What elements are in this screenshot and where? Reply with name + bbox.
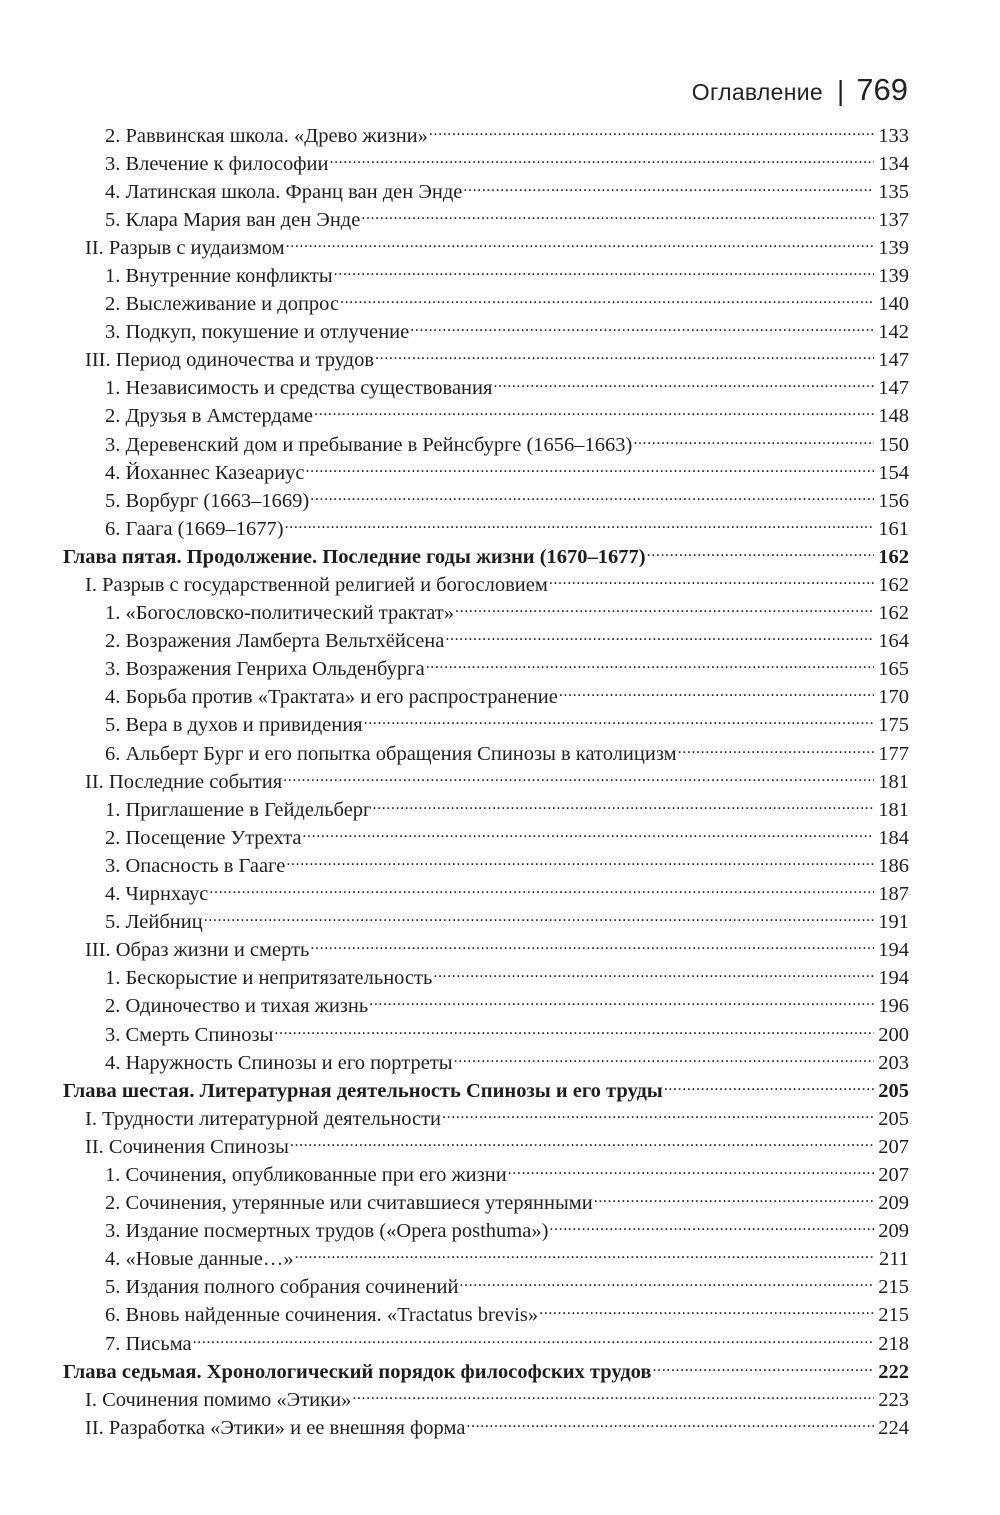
toc-entry-page: 222 (878, 1360, 909, 1383)
dot-leader (653, 1357, 875, 1378)
dot-leader (372, 795, 874, 816)
toc-entry-page: 154 (878, 461, 909, 484)
toc-entry-page: 165 (878, 658, 909, 681)
toc-entry-title: 2. Выслеживание и допрос (105, 293, 340, 316)
toc-entry-page: 186 (878, 854, 909, 877)
toc-chapter-entry (63, 1357, 909, 1385)
toc-entry-page: 211 (879, 1248, 909, 1271)
toc-entry-page: 142 (878, 321, 909, 344)
dot-leader (283, 767, 874, 788)
toc-entry-page: 194 (878, 939, 909, 962)
toc-entry-page: 156 (878, 489, 909, 512)
toc-entry-page: 139 (878, 264, 909, 287)
toc-subsection-entry (63, 149, 909, 177)
dot-leader (209, 880, 874, 901)
toc-entry-page: 200 (878, 1023, 909, 1046)
dot-leader (352, 1385, 874, 1406)
dot-leader (647, 542, 874, 563)
toc-entry-title: I. Трудности литературной деятельности (85, 1107, 442, 1130)
toc-entry-title: 2. Друзья в Амстердаме (105, 405, 314, 428)
dot-leader (364, 711, 874, 732)
dot-leader (274, 1020, 874, 1041)
dot-leader (361, 205, 874, 226)
toc-section-entry (63, 936, 909, 964)
toc-entry-title: 2. Посещение Утрехта (105, 826, 302, 849)
dot-leader (375, 346, 874, 367)
toc-subsection-entry (63, 261, 909, 289)
toc-subsection-entry (63, 880, 909, 908)
dot-leader (433, 964, 874, 985)
dot-leader (314, 402, 874, 423)
toc-entry-page: 162 (878, 545, 909, 568)
toc-entry-page: 175 (878, 714, 909, 737)
toc-entry-page: 148 (878, 405, 909, 428)
dot-leader (559, 683, 874, 704)
toc-subsection-entry (63, 514, 909, 542)
toc-subsection-entry (63, 458, 909, 486)
dot-leader (678, 739, 874, 760)
dot-leader (329, 149, 874, 170)
toc-entry-title: 5. Лейбниц (105, 911, 203, 934)
toc-subsection-entry (63, 908, 909, 936)
toc-subsection-entry (63, 318, 909, 346)
toc-entry-page: 147 (878, 377, 909, 400)
toc-section-entry (63, 571, 909, 599)
dot-leader (594, 1189, 874, 1210)
toc-entry-title: 3. Деревенский дом и пребывание в Рейнсбурге (1656–1663) (105, 433, 633, 456)
dot-leader (340, 290, 874, 311)
toc-entry-page: 140 (878, 293, 909, 316)
dot-leader (459, 1273, 874, 1294)
dot-leader (302, 823, 874, 844)
toc-entry-page: 150 (878, 433, 909, 456)
toc-section-entry (63, 1385, 909, 1413)
toc-subsection-entry (63, 1217, 909, 1245)
toc-entry-page: 135 (878, 180, 909, 203)
toc-section-entry (63, 233, 909, 261)
toc-subsection-entry (63, 402, 909, 430)
toc-subsection-entry (63, 992, 909, 1020)
toc-subsection-entry (63, 1301, 909, 1329)
toc-subsection-entry (63, 1048, 909, 1076)
dot-leader (463, 177, 874, 198)
toc-entry-page: 203 (878, 1051, 909, 1074)
toc-subsection-entry (63, 823, 909, 851)
toc-entry-title: 2. Раввинская школа. «Древо жизни» (105, 124, 428, 147)
toc-section-entry (63, 1104, 909, 1132)
toc-entry-title: 4. Наружность Спинозы и его портреты (105, 1051, 453, 1074)
toc-subsection-entry (63, 1329, 909, 1357)
toc-subsection-entry (63, 205, 909, 233)
toc-entry-page: 224 (878, 1416, 909, 1439)
dot-leader (493, 374, 874, 395)
toc-entry-title: 1. Приглашение в Гейдельберг (105, 798, 372, 821)
toc-entry-page: 161 (878, 517, 909, 540)
dot-leader (204, 908, 874, 929)
toc-entry-page: 209 (878, 1220, 909, 1243)
toc-entry-page: 218 (878, 1332, 909, 1355)
toc-entry-title: Глава шестая. Литературная деятельность Спинозы и его труды (63, 1079, 663, 1102)
toc-entry-title: 1. «Богословско-политический трактат» (105, 602, 455, 625)
dot-leader (410, 318, 874, 339)
dot-leader (306, 458, 874, 479)
toc-entry-page: 181 (878, 770, 909, 793)
toc-subsection-entry (63, 1245, 909, 1273)
dot-leader (539, 1301, 874, 1322)
toc-entry-page: 164 (878, 630, 909, 653)
toc-entry-page: 205 (878, 1079, 909, 1102)
toc-entry-title: 6. Гаага (1669–1677) (105, 517, 284, 540)
toc-subsection-entry (63, 1020, 909, 1048)
toc-entry-title: 5. Вера в духов и привидения (105, 714, 363, 737)
toc-entry-page: 170 (878, 686, 909, 709)
toc-subsection-entry (63, 290, 909, 318)
dot-leader (286, 233, 874, 254)
toc-entry-title: 6. Альберт Бург и его попытка обращения Спинозы в католицизм (105, 742, 677, 765)
toc-entry-title: 4. Йоханнес Казеариус (105, 461, 305, 484)
toc-entry-title: 3. Подкуп, покушение и отлучение (105, 321, 410, 344)
toc-entry-title: II. Разработка «Этики» и ее внешняя форма (85, 1416, 466, 1439)
toc-subsection-entry (63, 1273, 909, 1301)
toc-entry-title: 3. Влечение к философии (105, 152, 329, 175)
toc-entry-page: 187 (878, 883, 909, 906)
toc-subsection-entry (63, 711, 909, 739)
toc-subsection-entry (63, 430, 909, 458)
dot-leader (549, 1217, 874, 1238)
toc-entry-title: 2. Возражения Ламберта Вельтхёйсена (105, 630, 445, 653)
toc-entry-page: 139 (878, 236, 909, 259)
toc-entry-page: 207 (878, 1163, 909, 1186)
toc-entry-page: 207 (878, 1135, 909, 1158)
toc-entry-title: 6. Вновь найденные сочинения. «Tractatus brevis» (105, 1304, 539, 1327)
toc-entry-page: 209 (878, 1192, 909, 1215)
dot-leader (664, 1076, 874, 1097)
dot-leader (549, 571, 874, 592)
toc-entry-page: 162 (878, 602, 909, 625)
toc-entry-title: 4. Латинская школа. Франц ван ден Энде (105, 180, 463, 203)
toc-section-entry (63, 1132, 909, 1160)
toc-entry-title: 3. Опасность в Гааге (105, 854, 286, 877)
dot-leader (290, 1132, 874, 1153)
toc-entry-title: 3. Возражения Генриха Ольденбурга (105, 658, 425, 681)
toc-entry-page: 215 (878, 1276, 909, 1299)
toc-entry-title: III. Образ жизни и смерть (85, 939, 310, 962)
toc-entry-page: 181 (878, 798, 909, 821)
toc-entry-page: 133 (878, 124, 909, 147)
toc-entry-title: 4. Чирнхаус (105, 883, 209, 906)
toc-chapter-entry (63, 542, 909, 570)
dot-leader (455, 599, 874, 620)
toc-entry-title: 2. Сочинения, утерянные или считавшиеся утерянными (105, 1192, 593, 1215)
dot-leader (429, 121, 874, 142)
dot-leader (286, 851, 874, 872)
toc-subsection-entry (63, 739, 909, 767)
running-head (692, 72, 908, 108)
toc-entry-title: Глава пятая. Продолжение. Последние годы жизни (1670–1677) (63, 545, 646, 568)
toc-subsection-entry (63, 599, 909, 627)
toc-entry-title: I. Разрыв с государственной религией и богословием (85, 574, 548, 596)
toc-entry-title: 1. Внутренние конфликты (105, 264, 333, 287)
dot-leader (633, 430, 874, 451)
toc-entry-page: 196 (878, 995, 909, 1018)
dot-leader (442, 1104, 874, 1125)
toc-entry-page: 223 (878, 1388, 909, 1411)
toc-entry-title: 7. Письма (105, 1332, 192, 1355)
toc-entry-title: III. Период одиночества и трудов (85, 349, 375, 372)
running-head-separator: | (836, 75, 845, 106)
dot-leader (454, 1048, 874, 1069)
toc-entry-page: 205 (878, 1107, 909, 1130)
toc-entry-page: 147 (878, 349, 909, 372)
dot-leader (369, 992, 874, 1013)
toc-subsection-entry (63, 683, 909, 711)
toc-entry-title: 3. Смерть Спинозы (105, 1023, 274, 1046)
toc-entry-title: 1. Независимость и средства существования (105, 377, 493, 400)
toc-entry-title: II. Последние события (85, 770, 283, 793)
toc-entry-page: 215 (878, 1304, 909, 1327)
toc-entry-page: 137 (878, 208, 909, 231)
toc-entry-page: 184 (878, 826, 909, 849)
toc-chapter-entry (63, 1076, 909, 1104)
table-of-contents (63, 121, 909, 1441)
toc-entry-title: 5. Ворбург (1663–1669) (105, 489, 310, 512)
toc-subsection-entry (63, 655, 909, 683)
dot-leader (445, 627, 874, 648)
toc-entry-title: 5. Издания полного собрания сочинений (105, 1276, 459, 1299)
toc-entry-title: 1. Бескорыстие и непритязательность (105, 967, 433, 990)
toc-subsection-entry (63, 1160, 909, 1188)
toc-entry-title: Глава седьмая. Хронологический порядок философских трудов (63, 1360, 652, 1383)
toc-entry-title: 4. «Новые данные…» (105, 1248, 294, 1271)
toc-entry-page: 194 (878, 967, 909, 990)
toc-entry-title: 5. Клара Мария ван ден Энде (105, 208, 361, 231)
dot-leader (193, 1329, 874, 1350)
dot-leader (334, 261, 874, 282)
dot-leader (310, 486, 874, 507)
dot-leader (466, 1413, 874, 1434)
toc-entry-title: II. Сочинения Спинозы (85, 1135, 289, 1158)
toc-subsection-entry (63, 374, 909, 402)
toc-subsection-entry (63, 627, 909, 655)
toc-entry-title: 2. Одиночество и тихая жизнь (105, 995, 369, 1018)
toc-entry-page: 134 (878, 152, 909, 175)
toc-entry-title: 3. Издание посмертных трудов («Opera posthuma») (105, 1220, 549, 1243)
dot-leader (285, 514, 874, 535)
toc-subsection-entry (63, 177, 909, 205)
toc-subsection-entry (63, 851, 909, 879)
toc-subsection-entry (63, 964, 909, 992)
toc-entry-title: 1. Сочинения, опубликованные при его жизни (105, 1163, 507, 1186)
page-number: 769 (856, 72, 908, 107)
toc-subsection-entry (63, 1189, 909, 1217)
running-head-title: Оглавление (691, 79, 823, 105)
dot-leader (295, 1245, 874, 1266)
toc-section-entry (63, 346, 909, 374)
toc-entry-page: 177 (878, 742, 909, 765)
dot-leader (426, 655, 874, 676)
toc-entry-page: 162 (878, 574, 909, 596)
toc-subsection-entry (63, 121, 909, 149)
toc-subsection-entry (63, 795, 909, 823)
toc-entry-title: 4. Борьба против «Трактата» и его распространение (105, 686, 558, 709)
toc-entry-page: 191 (878, 911, 909, 934)
dot-leader (310, 936, 874, 957)
toc-entry-title: II. Разрыв с иудаизмом (85, 236, 285, 259)
dot-leader (508, 1160, 874, 1181)
toc-section-entry (63, 1413, 909, 1441)
toc-subsection-entry (63, 486, 909, 514)
toc-entry-title: I. Сочинения помимо «Этики» (85, 1388, 352, 1411)
toc-section-entry (63, 767, 909, 795)
